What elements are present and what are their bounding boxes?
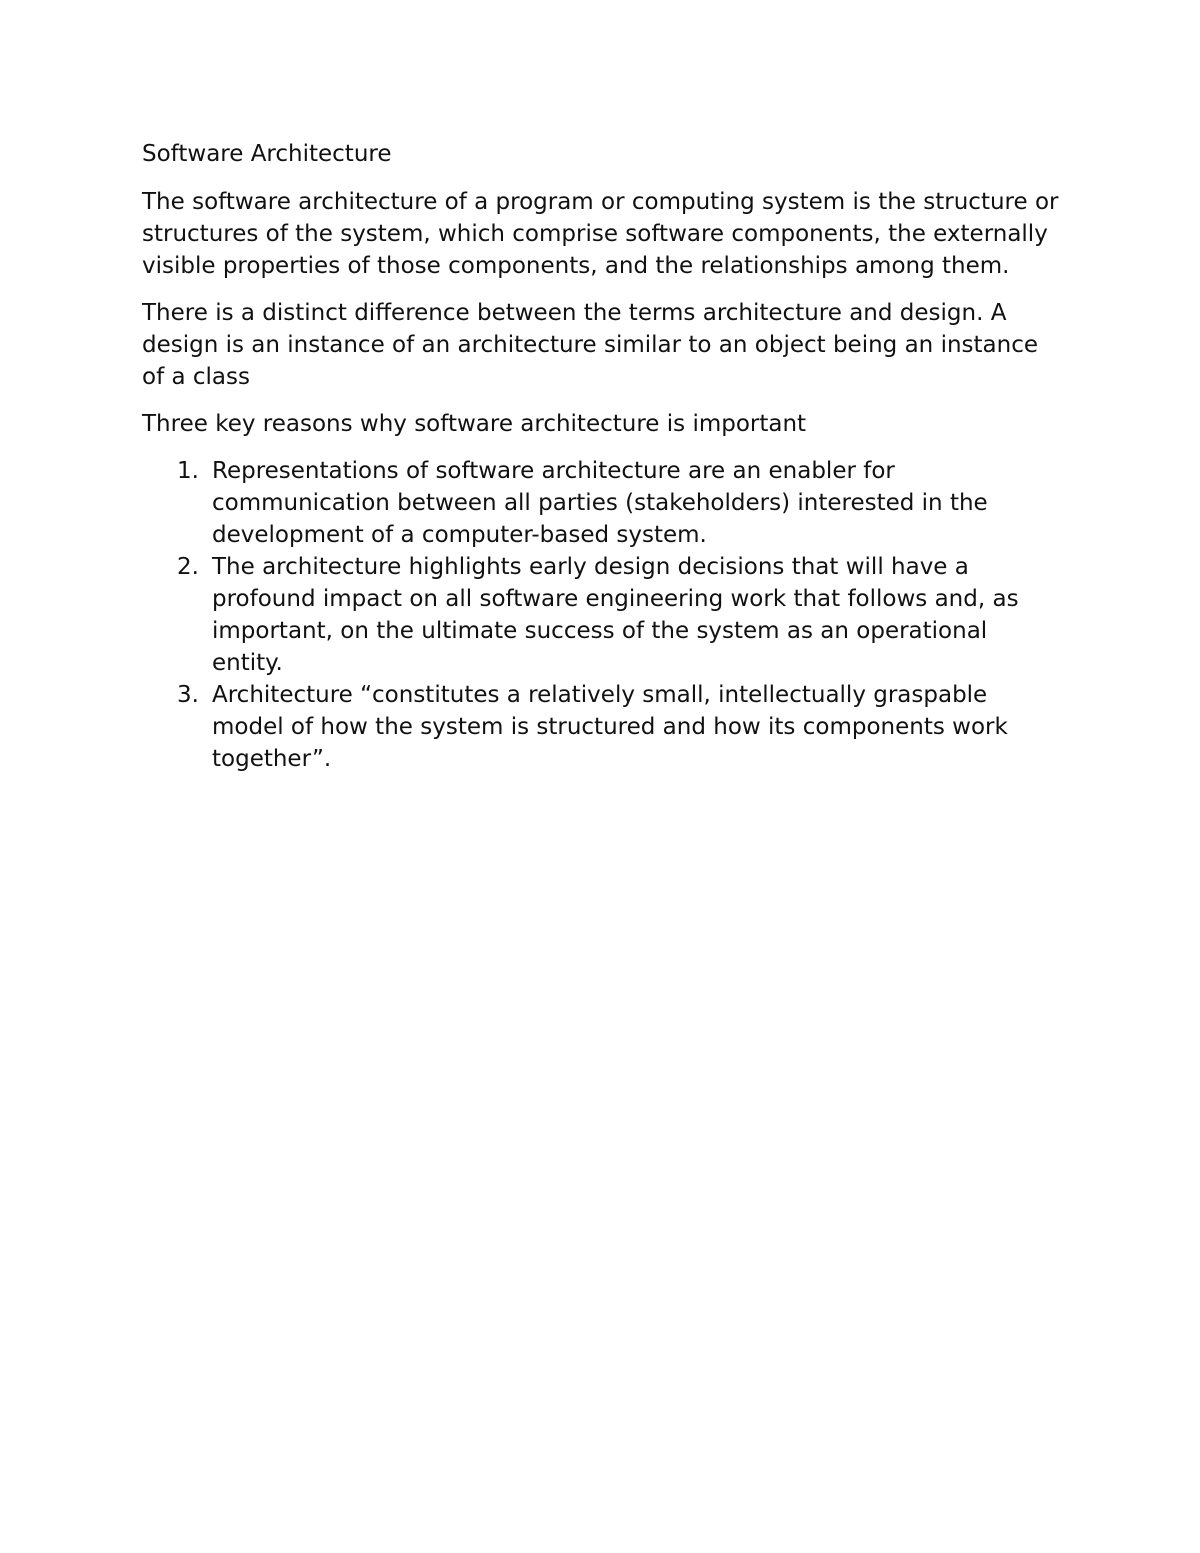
document-body	[142, 138, 1062, 775]
list-item-number: 1.	[177, 458, 199, 484]
paragraph-definition: The software architecture of a program or computing system is the structure or structures of the system, which comprise software components, the externally visible properties of those components, and the relationships among them.	[142, 189, 1059, 279]
list-item	[177, 679, 1062, 775]
reasons-list	[142, 455, 1062, 775]
paragraph-list-intro: Three key reasons why software architecture is important	[142, 411, 807, 437]
list-item	[177, 455, 1062, 551]
list-item-text: The architecture highlights early design decisions that will have a profound impact on all software engineering work that follows and, as important, on the ultimate success of the system as an operational entity.	[212, 554, 1019, 676]
list-item-number: 3.	[177, 682, 199, 708]
list-item-number: 2.	[177, 554, 199, 580]
list-item-text: Architecture “constitutes a relatively small, intellectually graspable model of how the system is structured and how its components work together”.	[212, 682, 1008, 772]
list-item	[177, 551, 1062, 679]
list-item-text: Representations of software architecture are an enabler for communication between all parties (stakeholders) interested in the development of a computer-based system.	[212, 458, 988, 548]
document-title: Software Architecture	[142, 141, 392, 167]
paragraph-architecture-vs-design: There is a distinct difference between the terms architecture and design. A design is an instance of an architecture similar to an object being an instance of a class	[142, 300, 1039, 390]
